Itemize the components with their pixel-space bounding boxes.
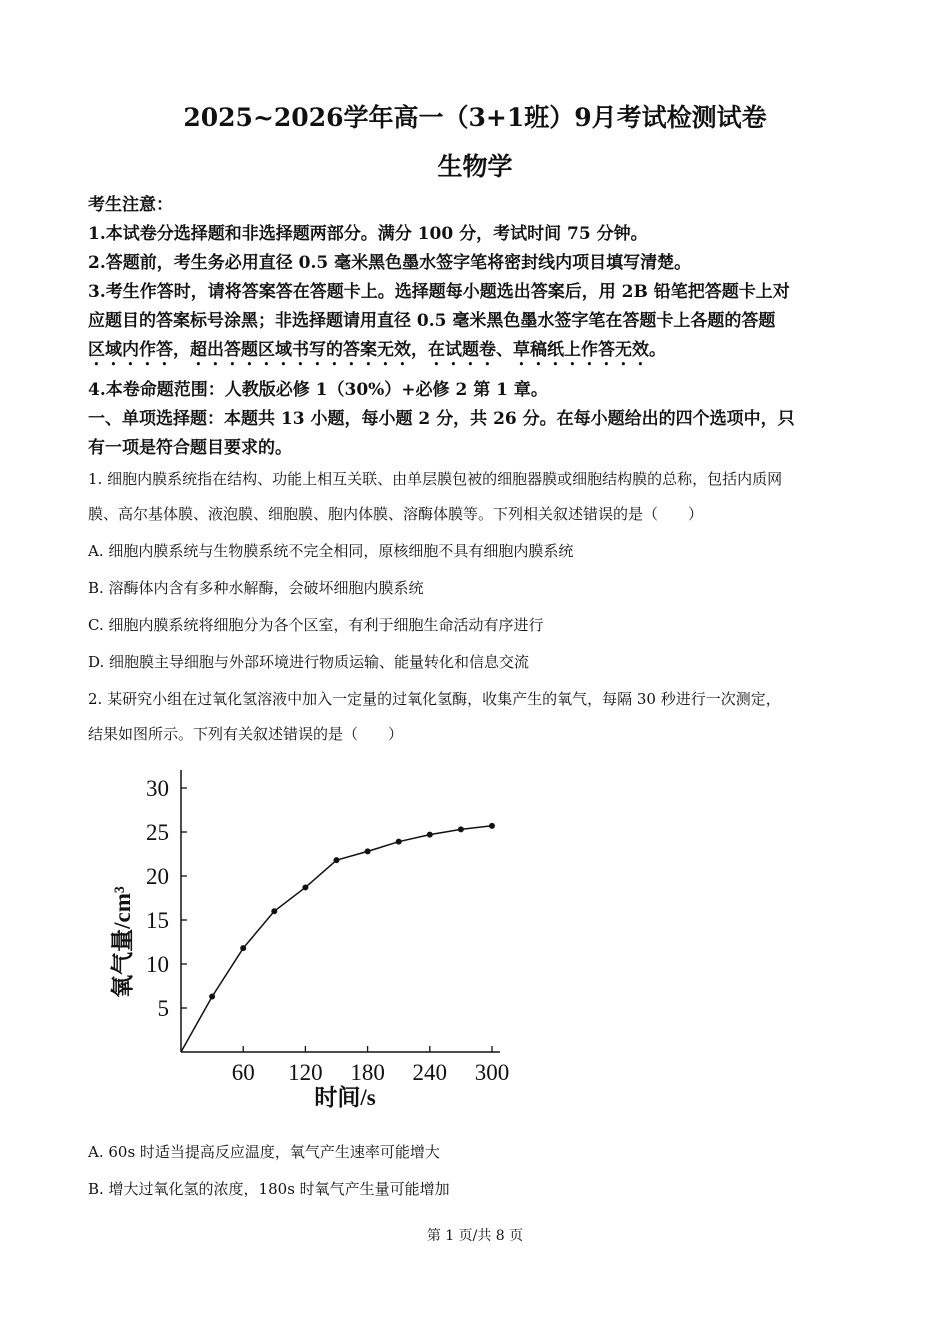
- y-axis-label: 氧气量/cm³: [110, 886, 135, 998]
- q2-stem-line2: 结果如图所示。下列有关叙述错误的是（ ）: [88, 725, 404, 743]
- data-point-210: [396, 839, 402, 845]
- x-tick-label-240: 240: [412, 1060, 448, 1085]
- subject-title: 生物学: [437, 152, 513, 181]
- q1-option-b: B. 溶酶体内含有多种水解酶，会破坏细胞内膜系统: [88, 579, 424, 597]
- exam-title: 2025~2026学年高一（3+1班）9月考试检测试卷: [183, 103, 767, 132]
- page-footer: 第 1 页/共 8 页: [426, 1228, 524, 1244]
- q1-option-c: C. 细胞内膜系统将细胞分为各个区室，有利于细胞生命活动有序进行: [88, 616, 544, 634]
- y-tick-label-30: 30: [146, 776, 169, 801]
- q1-option-d: D. 细胞膜主导细胞与外部环境进行物质运输、能量转化和信息交流: [88, 653, 530, 671]
- chart-points: [209, 823, 495, 1000]
- section-heading-line1: 一、单项选择题：本题共 13 小题，每小题 2 分，共 26 分。在每小题给出的四个选项中，只: [88, 409, 795, 429]
- oxygen-time-chart: [100, 760, 520, 1120]
- x-tick-label-120: 120: [288, 1060, 323, 1085]
- x-tick-label-300: 300: [474, 1060, 510, 1085]
- notice-block: [88, 191, 878, 463]
- notice-item-3-cont: 应题目的答案标号涂黑；非选择题请用直径 0.5 毫米黑色墨水签字笔在答题卡上各题的答题: [88, 311, 776, 331]
- data-point-300: [489, 823, 495, 829]
- q2-option-a: A. 60s 时适当提高反应温度，氧气产生速率可能增大: [88, 1143, 440, 1161]
- notice-item-1: 1.本试卷分选择题和非选择题两部分。满分 100 分，考试时间 75 分钟。: [88, 224, 648, 244]
- section-heading-line2: 有一项是符合题目要求的。: [88, 438, 292, 458]
- data-point-180: [365, 848, 371, 854]
- data-point-30: [209, 994, 215, 1000]
- chart-ticks: [146, 776, 509, 1085]
- q1-stem-line1: 1. 细胞内膜系统指在结构、功能上相互关联、由单层膜包被的细胞器膜或细胞结构膜的总称，包括内质网: [88, 470, 783, 488]
- notice-item-3-cont2: 区域内作答，超出答题区域书写的答案无效，在试题卷、草稿纸上作答无效。: [88, 340, 666, 360]
- y-tick-label-10: 10: [146, 952, 169, 977]
- q2-stem-line1: 2. 某研究小组在过氧化氢溶液中加入一定量的过氧化氢酶，收集产生的氧气，每隔 30 秒进行一次测定，: [88, 690, 781, 708]
- chart-axes: [181, 770, 500, 1052]
- q1-stem-line2: 膜、高尔基体膜、液泡膜、细胞膜、胞内体膜、溶酶体膜等。下列相关叙述错误的是（ ）: [88, 505, 704, 523]
- data-point-150: [334, 857, 340, 863]
- notice-item-3: 3.考生作答时，请将答案答在答题卡上。选择题每小题选出答案后，用 2B 铅笔把答题卡上对: [88, 282, 790, 302]
- question-1: [88, 462, 878, 752]
- x-tick-label-60: 60: [231, 1060, 255, 1085]
- q2-option-b: B. 增大过氧化氢的浓度，180s 时氧气产生量可能增加: [88, 1180, 450, 1198]
- y-tick-label-15: 15: [146, 908, 169, 933]
- x-axis-label: 时间/s: [314, 1085, 376, 1110]
- y-tick-label-20: 20: [146, 864, 169, 889]
- q1-option-a: A. 细胞内膜系统与生物膜系统不完全相同，原核细胞不具有细胞内膜系统: [88, 542, 574, 560]
- data-point-120: [302, 884, 308, 890]
- data-point-90: [271, 908, 277, 914]
- notice-item-4: 4.本卷命题范围：人教版必修 1（30%）+必修 2 第 1 章。: [88, 380, 548, 400]
- question-2-options: [88, 1135, 878, 1207]
- y-tick-label-25: 25: [146, 820, 169, 845]
- y-tick-label-5: 5: [157, 996, 169, 1021]
- x-tick-label-180: 180: [350, 1060, 385, 1085]
- data-point-60: [240, 945, 246, 951]
- data-point-240: [427, 832, 433, 838]
- notice-item-2: 2.答题前，考生务必用直径 0.5 毫米黑色墨水签字笔将密封线内项目填写清楚。: [88, 253, 692, 273]
- notice-heading: 考生注意：: [88, 195, 173, 215]
- data-point-270: [458, 826, 464, 832]
